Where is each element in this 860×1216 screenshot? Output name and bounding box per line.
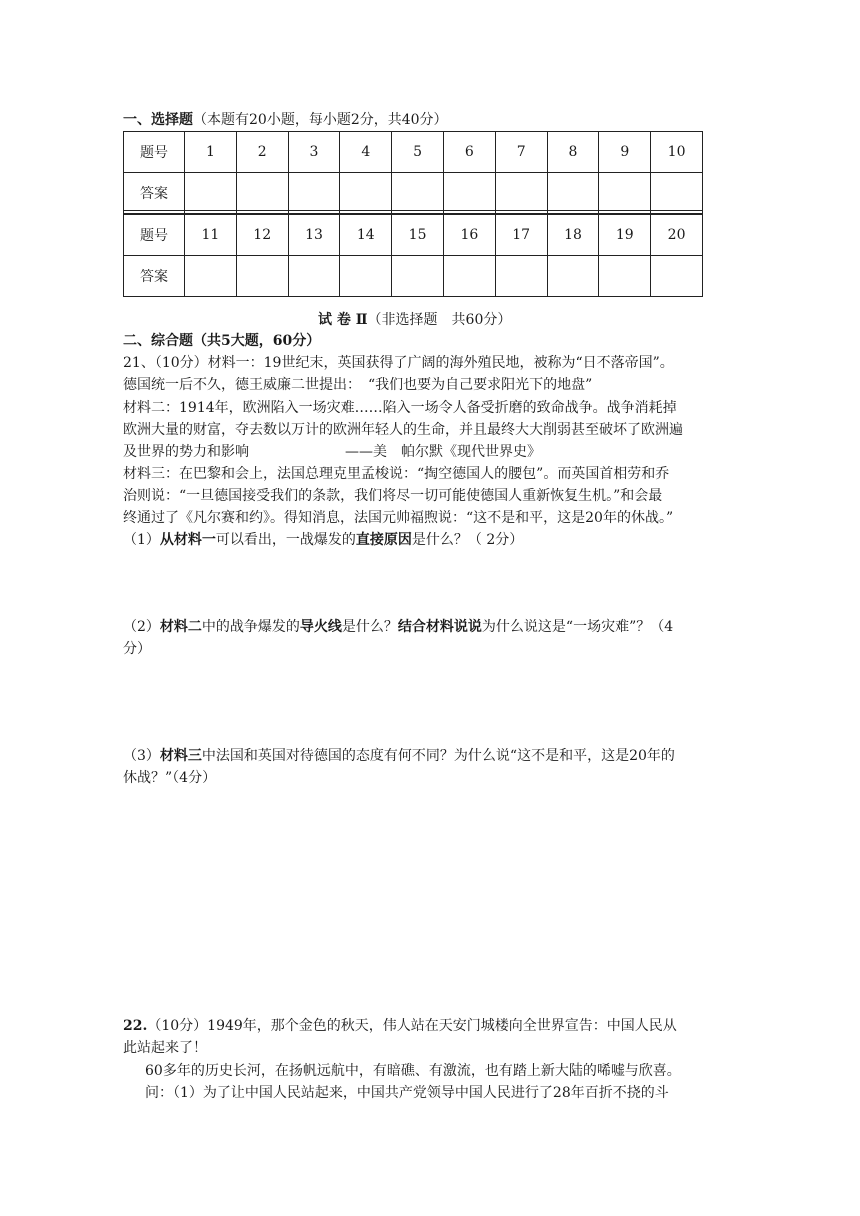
- sub-text: 中法国和英国对待德国的态度有何不同？为什么说“这不是和平，这是20年的: [201, 748, 675, 764]
- table-row: [124, 215, 703, 256]
- answer-cell[interactable]: [651, 173, 703, 214]
- answer-cell[interactable]: [547, 173, 599, 214]
- answer-cell[interactable]: [185, 256, 237, 297]
- question-number: 8: [547, 132, 599, 173]
- question-number: 5: [392, 132, 444, 173]
- answer-cell[interactable]: [288, 256, 340, 297]
- question-number: 2: [236, 132, 288, 173]
- section1-heading: [123, 110, 448, 130]
- table-row: [124, 173, 703, 214]
- sub-bold: 材料三: [159, 748, 202, 764]
- paper2-heading: [318, 310, 511, 330]
- sub-bold: 直接原因: [355, 532, 412, 548]
- q21-line: 治则说：“一旦德国接受我们的条款，我们将尽一切可能使德国人重新恢复生机。”和会最: [123, 488, 663, 504]
- answer-cell[interactable]: [443, 173, 495, 214]
- q22-line: 60多年的历史长河，在扬帆远航中，有暗礁、有激流，也有踏上新大陆的唏嘘与欣喜。: [145, 1063, 681, 1079]
- table-answer-label: 答案: [124, 256, 185, 297]
- answer-cell[interactable]: [185, 173, 237, 214]
- sub-bold: 导火线: [299, 619, 342, 635]
- answer-table-1: [123, 131, 703, 214]
- sub-text: 可以看出，一战爆发的: [215, 532, 356, 548]
- question-number: 3: [288, 132, 340, 173]
- answer-cell[interactable]: [495, 256, 547, 297]
- q21-line: 终通过了《凡尔赛和约》。得知消息，法国元帅福煦说：“这不是和平，这是20年的休战。”: [123, 510, 674, 526]
- answer-cell[interactable]: [443, 256, 495, 297]
- q21-line: 材料三：在巴黎和会上，法国总理克里孟梭说：“掏空德国人的腰包”。而英国首相劳和乔: [123, 466, 670, 482]
- question-number: 7: [495, 132, 547, 173]
- question-number: 15: [392, 215, 444, 256]
- answer-cell[interactable]: [288, 173, 340, 214]
- sub-prefix: （3）: [123, 748, 160, 764]
- question-number: 1: [185, 132, 237, 173]
- q22-line: [123, 1016, 677, 1036]
- section1-title: 一、选择题: [123, 112, 193, 128]
- sub-bold: 从材料一: [159, 532, 216, 548]
- table-row: [124, 132, 703, 173]
- question-number: 9: [599, 132, 651, 173]
- q21-line: 德国统一后不久，德王威廉二世提出： “我们也要为自己要求阳光下的地盘”: [123, 377, 593, 393]
- q21-sub3: [123, 746, 675, 766]
- q22-line: 此站起来了！: [123, 1040, 207, 1056]
- q21-line: 欧洲大量的财富，夺去数以万计的欧洲年轻人的生命，并且最终大大削弱甚至破坏了欧洲遍: [123, 422, 683, 438]
- question-number: 18: [547, 215, 599, 256]
- answer-cell[interactable]: [495, 173, 547, 214]
- section2-title: 二、综合题（共5大题，60分）: [123, 333, 321, 349]
- q21-sub2: [123, 617, 673, 637]
- sub-bold: 结合材料说说: [397, 619, 482, 635]
- answer-cell[interactable]: [236, 256, 288, 297]
- question-number: 14: [340, 215, 392, 256]
- sub-text: 是什么？（ 2分）: [411, 532, 524, 548]
- sub-text: 是什么？: [341, 619, 398, 635]
- question-number: 17: [495, 215, 547, 256]
- sub-prefix: （1）: [123, 532, 160, 548]
- question-number: 11: [185, 215, 237, 256]
- answer-cell[interactable]: [392, 173, 444, 214]
- table-answer-label: 答案: [124, 173, 185, 214]
- answer-table-2: [123, 214, 703, 297]
- answer-cell[interactable]: [340, 173, 392, 214]
- section1-note: （本题有20小题，每小题2分，共40分）: [193, 112, 448, 128]
- q21-sub3-cont: 休战？”（4分）: [123, 770, 217, 786]
- answer-cell[interactable]: [547, 256, 599, 297]
- question-number: 16: [443, 215, 495, 256]
- question-number: 19: [599, 215, 651, 256]
- answer-cell[interactable]: [599, 173, 651, 214]
- table-header-label: 题号: [124, 132, 185, 173]
- answer-cell[interactable]: [392, 256, 444, 297]
- q22-text: （10分）1949年，那个金色的秋天，伟人站在天安门城楼向全世界宣告：中国人民从: [147, 1018, 677, 1034]
- answer-cell[interactable]: [599, 256, 651, 297]
- q22-line: 问：（1）为了让中国人民站起来，中国共产党领导中国人民进行了28年百折不挠的斗: [145, 1085, 669, 1101]
- question-number: 6: [443, 132, 495, 173]
- q21-line: 21、（10分）材料一：19世纪末，英国获得了广阔的海外殖民地，被称为“日不落帝国”。: [123, 355, 674, 371]
- paper2-subtitle: （非选择题 共60分）: [367, 312, 512, 328]
- q21-line: 材料二：1914年，欧洲陷入一场灾难……陷入一场令人备受折磨的致命战争。战争消耗掉: [123, 400, 677, 416]
- q21-source: ——美 帕尔默《现代世界史》: [345, 444, 541, 460]
- sub-prefix: （2）: [123, 619, 160, 635]
- table-header-label: 题号: [124, 215, 185, 256]
- q21-line: 及世界的势力和影响: [123, 444, 249, 460]
- sub-bold: 材料二: [159, 619, 202, 635]
- sub-text: 为什么说这是“一场灾难”？（4: [481, 619, 674, 635]
- answer-cell[interactable]: [236, 173, 288, 214]
- question-number: 20: [651, 215, 703, 256]
- question-number: 4: [340, 132, 392, 173]
- question-number: 12: [236, 215, 288, 256]
- question-number: 13: [288, 215, 340, 256]
- paper2-title: 试 卷 Ⅱ: [318, 312, 368, 328]
- sub-text: 中的战争爆发的: [201, 619, 300, 635]
- question-number: 10: [651, 132, 703, 173]
- table-row: [124, 256, 703, 297]
- q21-sub1: [123, 530, 523, 550]
- q22-number: 22.: [123, 1018, 148, 1034]
- answer-cell[interactable]: [340, 256, 392, 297]
- answer-cell[interactable]: [651, 256, 703, 297]
- q21-sub2-cont: 分）: [123, 641, 151, 657]
